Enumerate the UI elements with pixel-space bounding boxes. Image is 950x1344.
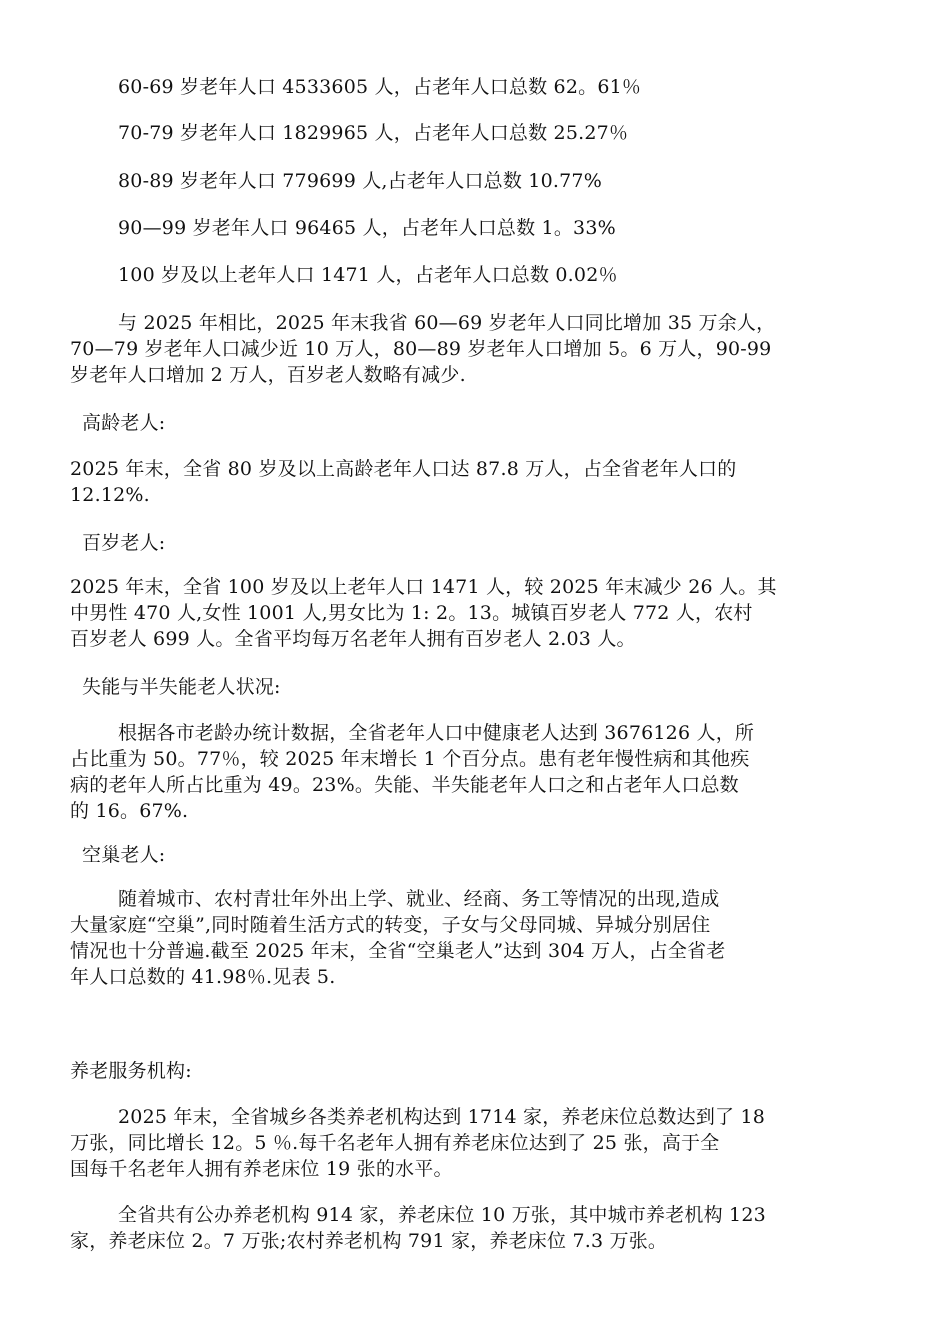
age-group-line: 80-89 岁老年人口 779699 人,占老年人口总数 10.77%	[118, 170, 602, 192]
comparison-line: 与 2025 年相比，2025 年末我省 60—69 岁老年人口同比增加 35 万余人，	[118, 312, 776, 334]
comparison-line: 70—79 岁老年人口减少近 10 万人，80—89 岁老年人口增加 5。6 万人，90-99	[70, 338, 772, 360]
institutions-line: 2025 年末，全省城乡各类养老机构达到 1714 家，养老床位总数达到了 18	[118, 1106, 766, 1128]
section-heading-disability: 失能与半失能老人状况:	[82, 676, 281, 698]
section-heading-empty-nest: 空巢老人:	[82, 844, 166, 866]
disability-line: 占比重为 50。77％，较 2025 年末增长 1 个百分点。患有老年慢性病和其他疾	[70, 748, 750, 770]
institutions-line: 全省共有公办养老机构 914 家，养老床位 10 万张，其中城市养老机构 123	[118, 1204, 766, 1226]
age-group-line: 100 岁及以上老年人口 1471 人，占老年人口总数 0.02％	[118, 264, 618, 286]
empty-nest-line: 随着城市、农村青壮年外出上学、就业、经商、务工等情况的出现,造成	[118, 888, 720, 910]
disability-line: 病的老年人所占比重为 49。23%。失能、半失能老年人口之和占老年人口总数	[70, 774, 739, 796]
section-heading-centenarians: 百岁老人:	[82, 532, 166, 554]
centenarians-line: 2025 年末，全省 100 岁及以上老年人口 1471 人，较 2025 年末减少 26 人。其	[70, 576, 777, 598]
centenarians-line: 百岁老人 699 人。全省平均每万名老年人拥有百岁老人 2.03 人。	[70, 628, 636, 650]
empty-nest-line: 年人口总数的 41.98％.见表 5.	[70, 966, 336, 988]
age-group-line: 90—99 岁老年人口 96465 人，占老年人口总数 1。33%	[118, 217, 616, 239]
age-group-line: 60-69 岁老年人口 4533605 人，占老年人口总数 62。61％	[118, 76, 642, 98]
age-group-line: 70-79 岁老年人口 1829965 人，占老年人口总数 25.27％	[118, 122, 629, 144]
comparison-line: 岁老年人口增加 2 万人，百岁老人数略有减少.	[70, 364, 466, 386]
disability-line: 的 16。67%.	[70, 800, 189, 822]
institutions-line: 国每千名老年人拥有养老床位 19 张的水平。	[70, 1158, 453, 1180]
disability-line: 根据各市老龄办统计数据，全省老年人口中健康老人达到 3676126 人，所	[118, 722, 755, 744]
institutions-line: 家，养老床位 2。7 万张;农村养老机构 791 家，养老床位 7.3 万张。	[70, 1230, 668, 1252]
section-heading-institutions: 养老服务机构:	[70, 1060, 192, 1082]
institutions-line: 万张，同比增长 12。5 ％.每千名老年人拥有养老床位达到了 25 张，高于全	[70, 1132, 720, 1154]
elderly-80-line: 2025 年末，全省 80 岁及以上高龄老年人口达 87.8 万人，占全省老年人口的	[70, 458, 737, 480]
centenarians-line: 中男性 470 人,女性 1001 人,男女比为 1: 2。13。城镇百岁老人 772 人，农村	[70, 602, 753, 624]
empty-nest-line: 情况也十分普遍.截至 2025 年末，全省“空巢老人”达到 304 万人，占全省老	[70, 940, 726, 962]
elderly-80-line: 12.12%.	[70, 484, 150, 506]
empty-nest-line: 大量家庭“空巢”,同时随着生活方式的转变，子女与父母同城、异城分别居住	[70, 914, 711, 936]
section-heading-elderly-80: 高龄老人:	[82, 412, 166, 434]
